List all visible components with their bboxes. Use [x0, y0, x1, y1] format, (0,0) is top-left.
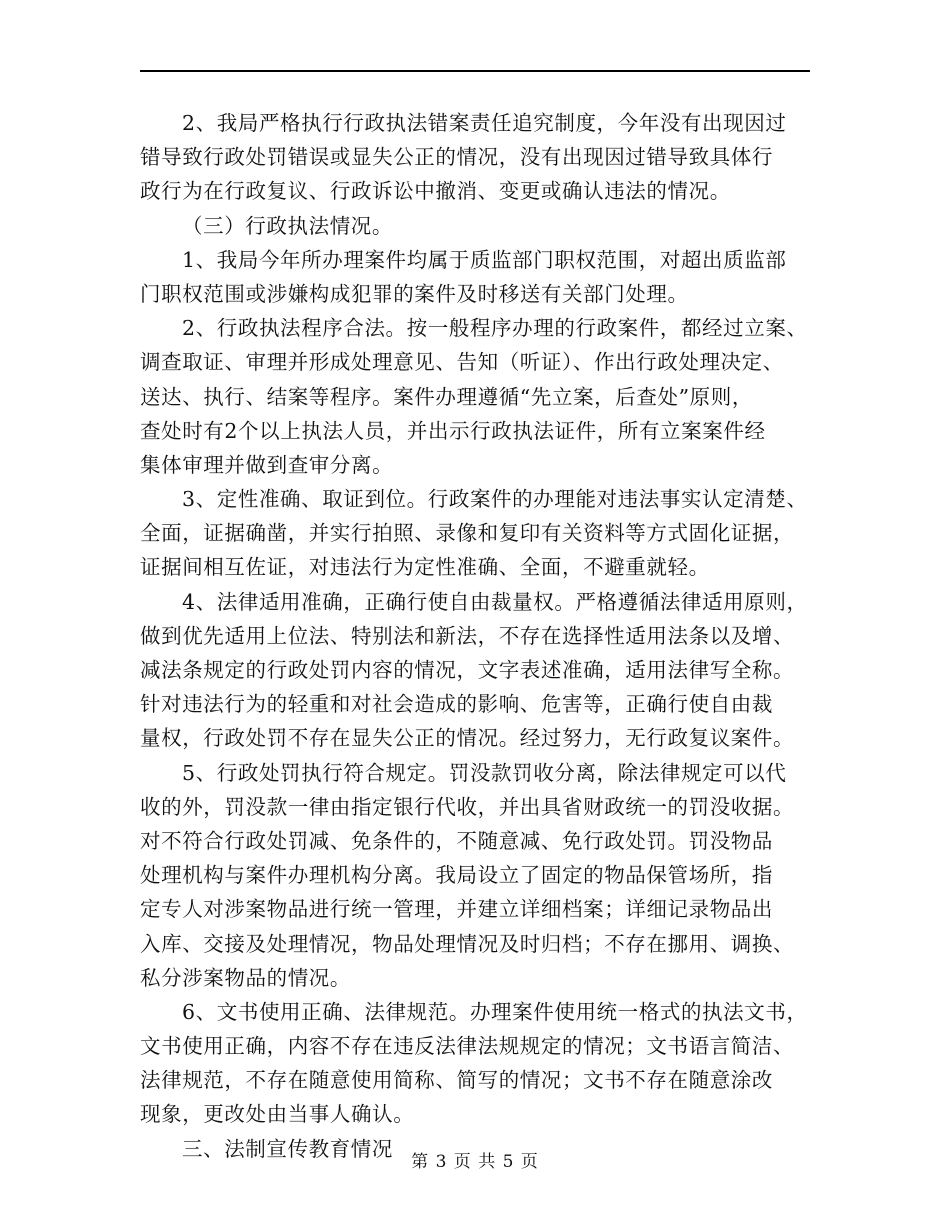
text-line: 证据间相互佐证，对违法行为定性准确、全面，不避重就轻。 [140, 555, 710, 580]
text-line: 收的外，罚没款一律由指定银行代收，并出具省财政统一的罚没收据。 [140, 794, 795, 819]
text-line: 入库、交接及处理情况，物品处理情况及时归档；不存在挪用、调换、 [140, 931, 795, 956]
text-line: 对不符合行政处罚减、免条件的，不随意减、免行政处罚。罚没物品 [140, 828, 773, 853]
text-line: 全面，证据确凿，并实行拍照、录像和复印有关资料等方式固化证据， [140, 521, 795, 546]
text-line: 2、我局严格执行行政执法错案责任追究制度，今年没有出现因过 [182, 111, 787, 135]
text-line: 查处时有2个以上执法人员，并出示行政执法证件，所有立案案件经 [140, 418, 766, 443]
text-line: 文书使用正确，内容不存在违反法律法规规定的情况；文书语言简洁、 [140, 1034, 795, 1059]
text-line: 2、行政执法程序合法。按一般程序办理的行政案件，都经过立案、 [182, 316, 808, 341]
text-line: 法律规范，不存在随意使用简称、简写的情况；文书不存在随意涂改 [140, 1068, 773, 1093]
text-line: 处理机构与案件办理机构分离。我局设立了固定的物品保管场所，指 [140, 863, 773, 888]
section-heading: 三、法制宣传教育情况 [182, 1136, 393, 1161]
text-line: 做到优先适用上位法、特别法和新法，不存在选择性适用法条以及增、 [140, 623, 795, 648]
text-line: 3、定性准确、取证到位。行政案件的办理能对违法事实认定清楚、 [182, 487, 808, 512]
text-line: 量权，行政处罚不存在显失公正的情况。经过努力，无行政复议案件。 [140, 726, 795, 751]
text-line: 错导致行政处罚错误或显失公正的情况，没有出现因过错导致具体行 [140, 145, 773, 170]
header-rule [140, 70, 810, 72]
text-line: 门职权范围或涉嫌构成犯罪的案件及时移送有关部门处理。 [140, 281, 689, 306]
text-line: 4、法律适用准确，正确行使自由裁量权。严格遵循法律适用原则， [182, 589, 808, 614]
text-line: 1、我局今年所办理案件均属于质监部门职权范围，对超出质监部 [182, 247, 787, 272]
text-line: 现象，更改处由当事人确认。 [140, 1102, 415, 1127]
text-line: 私分涉案物品的情况。 [140, 965, 351, 990]
text-line: 针对违法行为的轻重和对社会造成的影响、危害等，正确行使自由裁 [140, 692, 773, 717]
text-line: 6、文书使用正确、法律规范。办理案件使用统一格式的执法文书， [182, 999, 808, 1024]
section-heading: （三）行政执法情况。 [182, 213, 393, 238]
text-line: 调查取证、审理并形成处理意见、告知（听证）、作出行政处理决定、 [140, 350, 784, 375]
text-line: 政行为在行政复议、行政诉讼中撤消、变更或确认违法的情况。 [140, 179, 731, 204]
text-line: 减法条规定的行政处罚内容的情况，文字表述准确，适用法律写全称。 [140, 658, 795, 682]
text-line: 5、行政处罚执行符合规定。罚没款罚收分离，除法律规定可以代 [182, 760, 787, 785]
page-number: 第 3 页 共 5 页 [411, 1152, 539, 1172]
text-line: 定专人对涉案物品进行统一管理，并建立详细档案；详细记录物品出 [140, 897, 773, 922]
text-line: 集体审理并做到查审分离。 [140, 452, 394, 477]
text-line: 送达、执行、结案等程序。案件办理遵循“先立案，后查处”原则， [140, 384, 753, 409]
document-body [140, 106, 820, 1166]
